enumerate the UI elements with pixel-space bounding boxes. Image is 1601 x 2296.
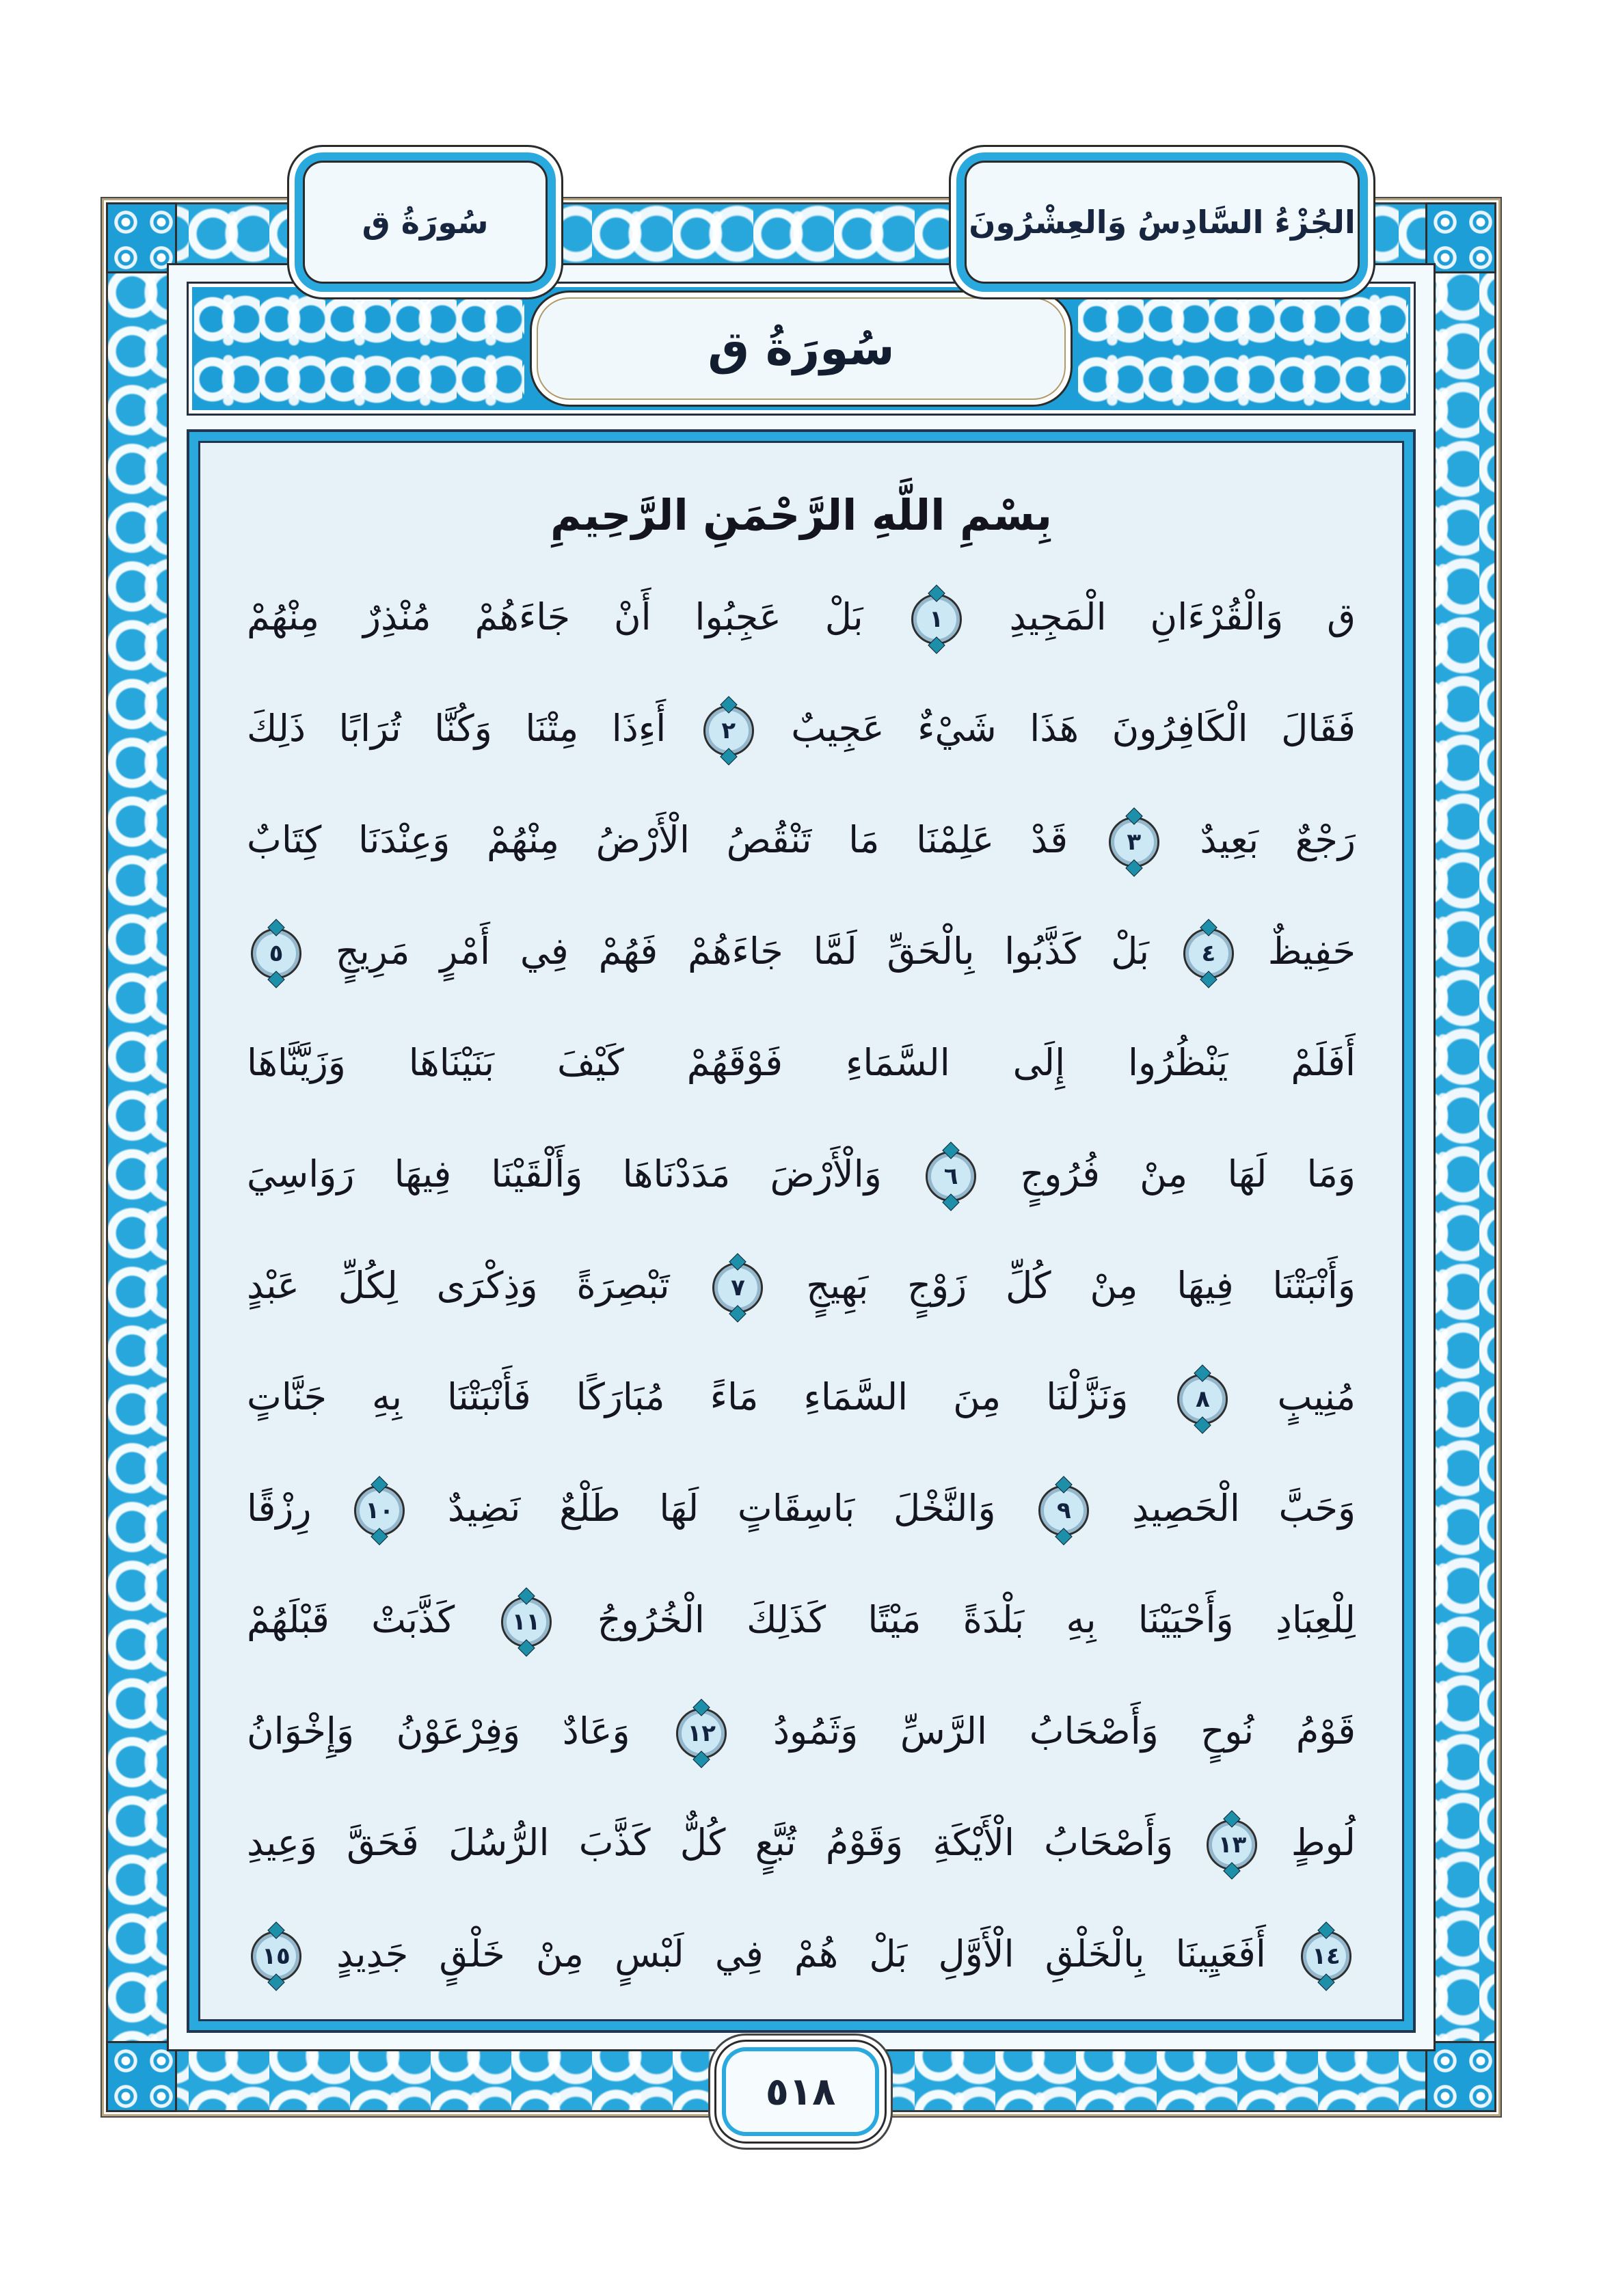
verse-text: وَحَبَّ الْحَصِيدِ [1132, 1487, 1356, 1530]
ayah-marker-icon [1038, 1485, 1089, 1536]
ayah-number: ١٥ [262, 1943, 291, 1971]
ayah-marker-icon [354, 1485, 405, 1536]
ayah-number: ٧ [731, 1274, 745, 1302]
ayah-number: ١ [929, 606, 943, 634]
ayah-marker-icon [1109, 817, 1159, 867]
inner-frame [167, 263, 1436, 2051]
surah-title-banner [187, 282, 1416, 416]
ayah-marker-icon [926, 1151, 976, 1202]
verse-text: حَفِيظٌ [1267, 930, 1356, 973]
verse-text: بَلْ كَذَّبُوا بِالْحَقِّ لَمَّا جَاءَهُمْ فَهُمْ فِي أَمْرٍ مَرِيجٍ [335, 930, 1150, 973]
verse-text: تَبْصِرَةً وَذِكْرَى لِكُلِّ عَبْدٍ [247, 1264, 670, 1307]
ayah-marker-icon [251, 928, 301, 979]
verse-text: قَدْ عَلِمْنَا مَا تَنْقُصُ الْأَرْضُ مِنْهُمْ وَعِنْدَنَا كِتَابٌ [247, 818, 1068, 861]
ayah-number: ١٣ [1217, 1831, 1247, 1859]
verse-text: مُنِيبٍ [1277, 1375, 1356, 1418]
surah-header-tab [287, 145, 563, 299]
bismillah: بِسْمِ اللَّهِ الرَّحْمَنِ الرَّحِيمِ [550, 489, 1053, 540]
corner-ornament-icon [106, 2041, 177, 2112]
ornamental-border-frame [106, 202, 1496, 2112]
verse-text: وَالنَّخْلَ بَاسِقَاتٍ لَهَا طَلْعٌ نَضِيدٌ [447, 1487, 996, 1530]
juz-tab-label: الجُزْءُ السَّادِسُ وَالعِشْرُونَ [969, 204, 1356, 241]
verse-text: فَقَالَ الْكَافِرُونَ هَذَا شَيْءٌ عَجِيبٌ [791, 707, 1356, 750]
quran-line [247, 1346, 1356, 1448]
ayah-number: ١٠ [365, 1497, 394, 1525]
verse-text: أَفَعَيِينَا بِالْخَلْقِ الْأَوَّلِ بَلْ هُمْ فِي لَبْسٍ مِنْ خَلْقٍ جَدِيدٍ [336, 1932, 1266, 1975]
verse-text: وَعَادٌ وَفِرْعَوْنُ وَإِخْوَانُ [247, 1710, 630, 1753]
ayah-marker-icon [1301, 1931, 1351, 1982]
quran-line [247, 1569, 1356, 1671]
ayah-marker-icon [712, 1262, 763, 1313]
juz-header-tab [949, 145, 1375, 299]
ayah-marker-icon [911, 594, 962, 645]
arabesque-ornament-icon [194, 289, 524, 408]
ayah-marker-icon [251, 1931, 301, 1982]
quran-line [247, 1680, 1356, 1783]
verse-text: وَنَزَّلْنَا مِنَ السَّمَاءِ مَاءً مُبَارَكًا فَأَنْبَتْنَا بِهِ جَنَّاتٍ [247, 1375, 1129, 1418]
quran-line [247, 1457, 1356, 1560]
verse-text: قَوْمُ نُوحٍ وَأَصْحَابُ الرَّسِّ وَثَمُودُ [772, 1710, 1356, 1753]
surah-title-cartouche [530, 291, 1073, 407]
quran-line [247, 1123, 1356, 1226]
verse-text: وَأَنْبَتْنَا فِيهَا مِنْ كُلِّ زَوْجٍ بَهِيجٍ [806, 1264, 1356, 1307]
verse-text: ق وَالْقُرْءَانِ الْمَجِيدِ [1009, 595, 1356, 638]
quran-text-area [187, 429, 1416, 2033]
ayah-number: ١٤ [1312, 1943, 1341, 1971]
ayah-number: ٨ [1196, 1386, 1210, 1414]
quran-line [247, 1234, 1356, 1337]
ayah-number: ٦ [943, 1163, 958, 1191]
verse-text: لِلْعِبَادِ وَأَحْيَيْنَا بِهِ بَلْدَةً مَيْتًا كَذَلِكَ الْخُرُوجُ [597, 1598, 1356, 1641]
quran-line [247, 789, 1356, 891]
corner-ornament-icon [1425, 202, 1496, 273]
quran-line [247, 1012, 1356, 1114]
corner-ornament-icon [1425, 2041, 1496, 2112]
verse-text: أَءِذَا مِتْنَا وَكُنَّا تُرَابًا ذَلِكَ [247, 707, 667, 750]
ayah-marker-icon [676, 1708, 727, 1759]
quran-line [247, 566, 1356, 668]
page-number: ٥١٨ [765, 2069, 836, 2114]
verse-text: رَجْعٌ بَعِيدٌ [1200, 818, 1356, 861]
quran-line [247, 900, 1356, 1003]
verse-text: وَالْأَرْضَ مَدَدْنَاهَا وَأَلْقَيْنَا فِيهَا رَوَاسِيَ [247, 1152, 882, 1196]
ayah-marker-icon [1183, 928, 1234, 979]
ayah-number: ٣ [1127, 828, 1142, 856]
verse-text: لُوطٍ [1291, 1821, 1356, 1864]
verse-text: بَلْ عَجِبُوا أَنْ جَاءَهُمْ مُنْذِرٌ مِنْهُمْ [247, 595, 863, 638]
verse-text: وَأَصْحَابُ الْأَيْكَةِ وَقَوْمُ تُبَّعٍ كُلٌّ كَذَّبَ الرُّسُلَ فَحَقَّ وَعِيدِ [247, 1821, 1174, 1864]
quran-line [247, 677, 1356, 780]
ayah-number: ١١ [511, 1608, 541, 1636]
ayah-number: ٢ [721, 717, 736, 745]
ayah-number: ٥ [269, 940, 284, 968]
ayah-number: ١٢ [687, 1720, 716, 1748]
page-number-cartouche [714, 2040, 887, 2144]
ayah-marker-icon [703, 705, 754, 756]
surah-tab-label: سُورَةُ ق [362, 204, 489, 241]
verse-text: كَذَّبَتْ قَبْلَهُمْ [247, 1598, 455, 1641]
ayah-marker-icon [501, 1597, 552, 1647]
verse-text: أَفَلَمْ يَنْظُرُوا إِلَى السَّمَاءِ فَوْقَهُمْ كَيْفَ بَنَيْنَاهَا وَزَيَّنَّاهَا [247, 1041, 1356, 1084]
ayah-number: ٩ [1056, 1497, 1071, 1525]
ayah-number: ٤ [1201, 940, 1216, 968]
verse-text: رِزْقًا [247, 1487, 312, 1530]
quran-lines [247, 566, 1356, 2010]
ayah-marker-icon [1177, 1374, 1228, 1424]
verse-text: وَمَا لَهَا مِنْ فُرُوجٍ [1020, 1152, 1356, 1196]
quran-line [247, 1903, 1356, 2005]
ayah-marker-icon [1207, 1820, 1257, 1870]
arabesque-ornament-icon [1078, 289, 1408, 408]
quran-line [247, 1792, 1356, 1894]
surah-title: سُورَةُ ق [708, 321, 895, 376]
